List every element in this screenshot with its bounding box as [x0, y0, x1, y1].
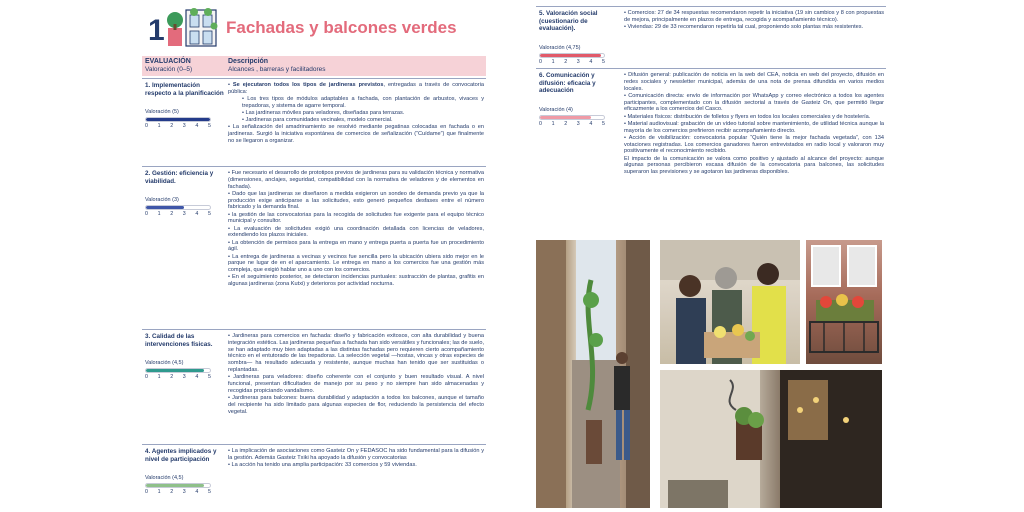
scale-tick-label: 4 [195, 489, 199, 496]
score-bar-fill [540, 54, 601, 57]
scale-tick-label: 3 [182, 123, 186, 130]
bullet: • [228, 253, 233, 260]
scale-tick-label: 5 [602, 58, 605, 65]
description-paragraph [228, 191, 484, 211]
description-cell [228, 82, 484, 145]
description-paragraph [228, 124, 484, 144]
description-paragraph [228, 110, 484, 117]
description-cell [228, 333, 484, 416]
evaluation-cell [145, 333, 225, 381]
bullet: • [228, 448, 232, 454]
criterion-title: 5. Valoración social (cuestionario de evaluación). [539, 10, 598, 33]
bullet: • [242, 95, 248, 102]
bullet: • [228, 170, 232, 176]
description-paragraph [228, 82, 484, 96]
score-bar [539, 53, 605, 58]
description-paragraph [228, 96, 484, 110]
scale-tick-label: 2 [170, 374, 174, 381]
criterion-title: 3. Calidad de las intervenciones físicas. [145, 333, 213, 348]
table-row [536, 68, 886, 240]
table-row [142, 166, 486, 329]
scale-tick-label: 4 [195, 123, 199, 130]
bold-text: Se ejecutaron todos los tipos de jardineras previstos [232, 82, 384, 88]
photo-shop-facade-planters [660, 370, 882, 508]
paragraph-text: Dado que las jardineras se diseñaron a medida exigieron un sondeo de demanda previo ya que la producción exige anticiparse a las solicitudes, esto generó pequeños desfases entre el número fabricado y la demanda final. [228, 190, 484, 211]
table-row [536, 6, 886, 68]
paragraph-text: la gestión de las convocatorias para la recogida de solicitudes fue exigente para el equipo técnico municipal y consultor. [228, 211, 484, 225]
col1-subtitle: Valoración (0–5) [145, 66, 193, 73]
table-header-evaluation [145, 58, 227, 74]
score-bar [145, 483, 211, 488]
scale-tick-label: 1 [157, 123, 161, 130]
bullet: • [624, 10, 628, 16]
description-cell [624, 72, 884, 176]
bullet: • [228, 124, 233, 131]
scale-tick-label: 5 [208, 489, 211, 496]
scale-tick-label: 0 [145, 489, 148, 496]
paragraph-text: Los tres tipos de módulos adaptables a fachada, con plantación de arbustos, vivaces y trepadoras, y sistema de agarre temporal. [242, 95, 484, 109]
bullet: • [624, 134, 629, 141]
score-bar-fill [146, 206, 184, 209]
score-bar [145, 205, 211, 210]
criterion-title: 2. Gestión: eficiencia y viabilidad. [145, 170, 214, 185]
paragraph-text: La acción ha tenido una amplia participación: 33 comercios y 59 viviendas. [231, 461, 417, 468]
scale-tick-label: 0 [539, 120, 542, 127]
description-paragraph [228, 333, 484, 374]
score-label: Valoración (5) [145, 109, 179, 116]
score-bar [145, 368, 211, 373]
bullet: • [228, 225, 234, 232]
score-scale [145, 123, 213, 130]
scale-tick-label: 1 [551, 58, 555, 65]
page-header [142, 6, 482, 46]
scale-tick-label: 0 [539, 58, 542, 65]
score-bar-fill [540, 116, 591, 119]
table-row [142, 78, 486, 166]
bullet: • [624, 92, 629, 99]
description-paragraph [624, 24, 884, 31]
description-paragraph [624, 10, 884, 24]
col2-title: Descripción [228, 58, 269, 65]
evaluation-cell [539, 10, 613, 66]
col2-subtitle: Alcances , barreras y facilitadores [228, 66, 326, 73]
scale-tick-label: 0 [145, 123, 148, 130]
score-scale [539, 59, 607, 66]
paragraph-text: La obtención de permisos para la entrega en mano y entrega puerta a puerta fue un procedimiento ágil. [228, 239, 484, 253]
scale-tick-label: 3 [182, 211, 186, 218]
description-paragraph [228, 226, 484, 240]
bullet: • [228, 239, 232, 246]
paragraph-text: La implicación de asociaciones como Gasteiz On y FEDASOC ha sido fundamental para la difusión y la gestión. Además Gasteiz Txiki ha apoyado la difusión y convocatorias [228, 448, 485, 461]
paragraph-text: Jardineras para comercios en fachada: diseño y fabricación exitosos, con alta durabilidad y buena integración estética. Las jardineras pequeñas a fachada han sido versátiles y funcionales; las de suelo, se han adaptado muy bien adaptadas a las distintas fachadas pero requieren cierto acompañamiento técnico en el entutorado de las trepadoras. La selección vegetal —hostas, vincas y otras especies de sombra— ha resultado adecuada y resistente, aunque muchas han tenido que ser sustituidas o replantadas. [228, 333, 484, 373]
scale-tick-label: 2 [564, 120, 568, 127]
bullet: • [624, 113, 628, 120]
scale-tick-label: 5 [602, 120, 605, 127]
description-paragraph [228, 274, 484, 288]
photo-woman-with-facade-planter-icon [536, 240, 650, 508]
paragraph-text: Materiales físicos: distribución de folletos y flyers en todos los locales comerciales y de hostelería. [627, 113, 871, 120]
photo-woman-with-facade-planter [536, 240, 650, 508]
photo-shop-facade-icon [660, 370, 882, 508]
bullet: • [228, 394, 233, 401]
scale-tick-label: 1 [157, 211, 161, 218]
scale-tick-label: 2 [170, 489, 174, 496]
paragraph-text: El impacto de la comunicación se valora como positivo y ajustado al alcance del proyecto: aunque algunas personas percibieron escasa difusión de la convocatoria para balcones, las solicitudes superaron las previsiones y se agotaron las jardineras disponibles. [624, 155, 884, 176]
scale-tick-label: 1 [157, 489, 161, 496]
scale-tick-label: 5 [208, 374, 211, 381]
bullet: • [228, 374, 234, 381]
score-bar-fill [146, 118, 210, 121]
evaluation-cell [145, 170, 225, 218]
bullet: • [624, 72, 629, 78]
photo-three-women-icon [660, 240, 800, 364]
evaluation-cell [145, 448, 225, 496]
table-header [142, 56, 486, 76]
scale-tick-label: 4 [195, 211, 199, 218]
score-bar [539, 115, 605, 120]
page-right [528, 0, 890, 512]
description-cell [624, 10, 884, 31]
table-row [142, 444, 486, 504]
description-paragraph [624, 93, 884, 113]
score-scale [145, 374, 213, 381]
criterion-title: 4. Agentes implicados y nivel de participación [145, 448, 217, 463]
score-scale [539, 121, 607, 128]
paragraph-text: Comercios: 27 de 34 respuestas recomendaron repetir la iniciativa (19 sin cambios y 8 con propuestas de mejora, principalmente en plazos de entrega, recogida y acompañamiento técnico). [624, 10, 884, 23]
description-paragraph [624, 135, 884, 155]
description-paragraph [228, 170, 484, 190]
description-paragraph [624, 156, 884, 176]
score-label: Valoración (3) [145, 197, 179, 204]
criterion-title: 6. Comunicación y difusión: eficacia y adecuación [539, 72, 596, 95]
description-cell [228, 448, 484, 469]
scale-tick-label: 0 [145, 211, 148, 218]
score-bar-fill [146, 369, 204, 372]
description-paragraph [228, 254, 484, 274]
scale-tick-label: 4 [589, 58, 593, 65]
scale-tick-label: 2 [170, 211, 174, 218]
bullet: • [228, 333, 233, 339]
bullet: • [228, 211, 233, 218]
scale-tick-label: 3 [576, 58, 580, 65]
score-bar-fill [146, 484, 204, 487]
score-scale [145, 211, 213, 218]
score-scale [145, 489, 213, 496]
scale-tick-label: 1 [157, 374, 161, 381]
paragraph-text: Jardineras para veladores: diseño coherente con el conjunto y buen resultado visual. A nivel funcional, presentan dificultades de manejo por su peso y no siempre han sido almacenadas y recogidas propiciando vandalismo. [228, 374, 485, 394]
description-cell [228, 170, 484, 288]
paragraph-text: Material audiovisual: grabación de un vídeo tutorial sobre mantenimiento, de utilidad técnica aunque la mayoría de los comercios prefirieron recibir acompañamiento directo. [624, 120, 884, 134]
criterion-title: 1. Implementación respecto a la planificación [145, 82, 224, 97]
score-label: Valoración (4,5) [145, 360, 184, 367]
description-paragraph [624, 114, 884, 121]
scale-tick-label: 4 [589, 120, 593, 127]
page-title: Fachadas y balcones verdes [226, 18, 457, 37]
paragraph-text: Las jardineras móviles para veladores, diseñadas para terrazas. [245, 109, 405, 116]
bullet: • [242, 109, 246, 116]
scale-tick-label: 3 [182, 489, 186, 496]
scale-tick-label: 4 [195, 374, 199, 381]
score-label: Valoración (4,75) [539, 44, 581, 51]
score-label: Valoración (4) [539, 106, 573, 113]
description-paragraph [228, 462, 484, 469]
scale-tick-label: 2 [170, 123, 174, 130]
scale-tick-label: 1 [551, 120, 555, 127]
bullet: • [624, 120, 628, 127]
photo-balcony-planter-icon [806, 240, 882, 364]
bullet: • [228, 461, 232, 468]
photo-three-women-with-planter [660, 240, 800, 364]
bullet: • [228, 274, 233, 281]
green-facade-illustration-icon [166, 6, 222, 48]
paragraph-text: , entregadas a través de convocatoria pública: [228, 82, 484, 95]
paragraph-text: La señalización del amadrinamiento se resolvió mediante pegatinas colocadas en fachada o en jardineras. Surgió la iniciativa espontánea de comercios de señalización (“Cuídame”) que finalmente no se llegaron a organizar. [228, 124, 484, 144]
bullet: • [624, 23, 628, 30]
paragraph-text: La entrega de jardineras a vecinas y vecinos fue sencilla pero la ubicación ubiera sido mejor en le parque ne lugar de en el aparcamiento. Le entrega en mano a los comercios fue una gestión más compleja, que exigió hablar uno a uno con los comercios. [228, 253, 485, 274]
paragraph-text: Comunicación directa: envío de información por WhatsApp y correo electrónico a todos los agentes participantes, complementado con la difusión sectorial a través de Gasteiz On, que permitió llegar eficazmente a los comercios del Casco. [624, 92, 884, 113]
scale-tick-label: 5 [208, 123, 211, 130]
score-bar [145, 117, 211, 122]
scale-tick-label: 2 [564, 58, 568, 65]
score-label: Valoración (4,5) [145, 475, 184, 482]
paragraph-text: Viviendas: 29 de 33 recomendaron repetirla tal cual, proponiendo solo plantas más resistentes. [627, 23, 864, 30]
scale-tick-label: 3 [182, 374, 186, 381]
table-row [142, 329, 486, 444]
paragraph-text: En el seguimiento posterior, se detectaron incidencias puntuales: sustracción de plantas, grafitis en algunas jardineras (zona Kutxi) y deterioros por actividad nocturna. [228, 274, 484, 288]
page-left [130, 0, 498, 512]
paragraph-text: Jardineras para balcones: buena durabilidad y adaptación a todos los balcones, aunque el tamaño del recipiente ha sido limitado para algunas especies de flor, reduciendo la persistencia del efecto vegetal. [228, 394, 485, 415]
description-paragraph [228, 448, 484, 462]
paragraph-text: Difusión general: publicación de noticia en la web del CEA, noticia en web del proyecto, difusión en redes sociales y newsletter municipal, además de una nota de prensa difundida en varios medios locales. [624, 72, 885, 92]
paragraph-text: La evaluación de solicitudes exigió una coordinación detallada con licencias de veladores, extendiendo los plazos iniciales. [228, 225, 484, 239]
scale-tick-label: 5 [208, 211, 211, 218]
paragraph-text: Jardineras para comunidades vecinales, modelo comercial. [245, 117, 393, 124]
bullet: • [228, 82, 233, 88]
evaluation-cell [145, 82, 225, 130]
col1-title: EVALUACIÓN [145, 58, 191, 65]
scale-tick-label: 0 [145, 374, 148, 381]
description-paragraph [228, 212, 484, 226]
table-header-description [228, 58, 478, 74]
scale-tick-label: 3 [576, 120, 580, 127]
description-paragraph [228, 374, 484, 394]
description-paragraph [624, 121, 884, 135]
description-paragraph [228, 117, 484, 124]
bullet: • [242, 117, 246, 124]
bullet: • [228, 190, 233, 197]
description-paragraph [228, 395, 484, 415]
description-paragraph [624, 72, 884, 92]
evaluation-cell [539, 72, 613, 128]
paragraph-text: Fue necesario el desarrollo de prototipos previos de jardineras para su validación técnica y normativa (dimensiones, anclajes, seguridad, compatibilidad con la normativa de veladores y de elementos en fachada). [228, 170, 485, 190]
paragraph-text: Acción de visibilización: convocatoria popular “Quién tiene la mejor fachada vegetada”, con 134 votaciones registradas. Los comercios ganadores fueron entrevistados en radio local y valoraron muy positivamente el reconocimiento recibido. [624, 134, 884, 155]
description-paragraph [228, 240, 484, 254]
section-number: 1 [148, 14, 165, 47]
photo-balcony-planter [806, 240, 882, 364]
